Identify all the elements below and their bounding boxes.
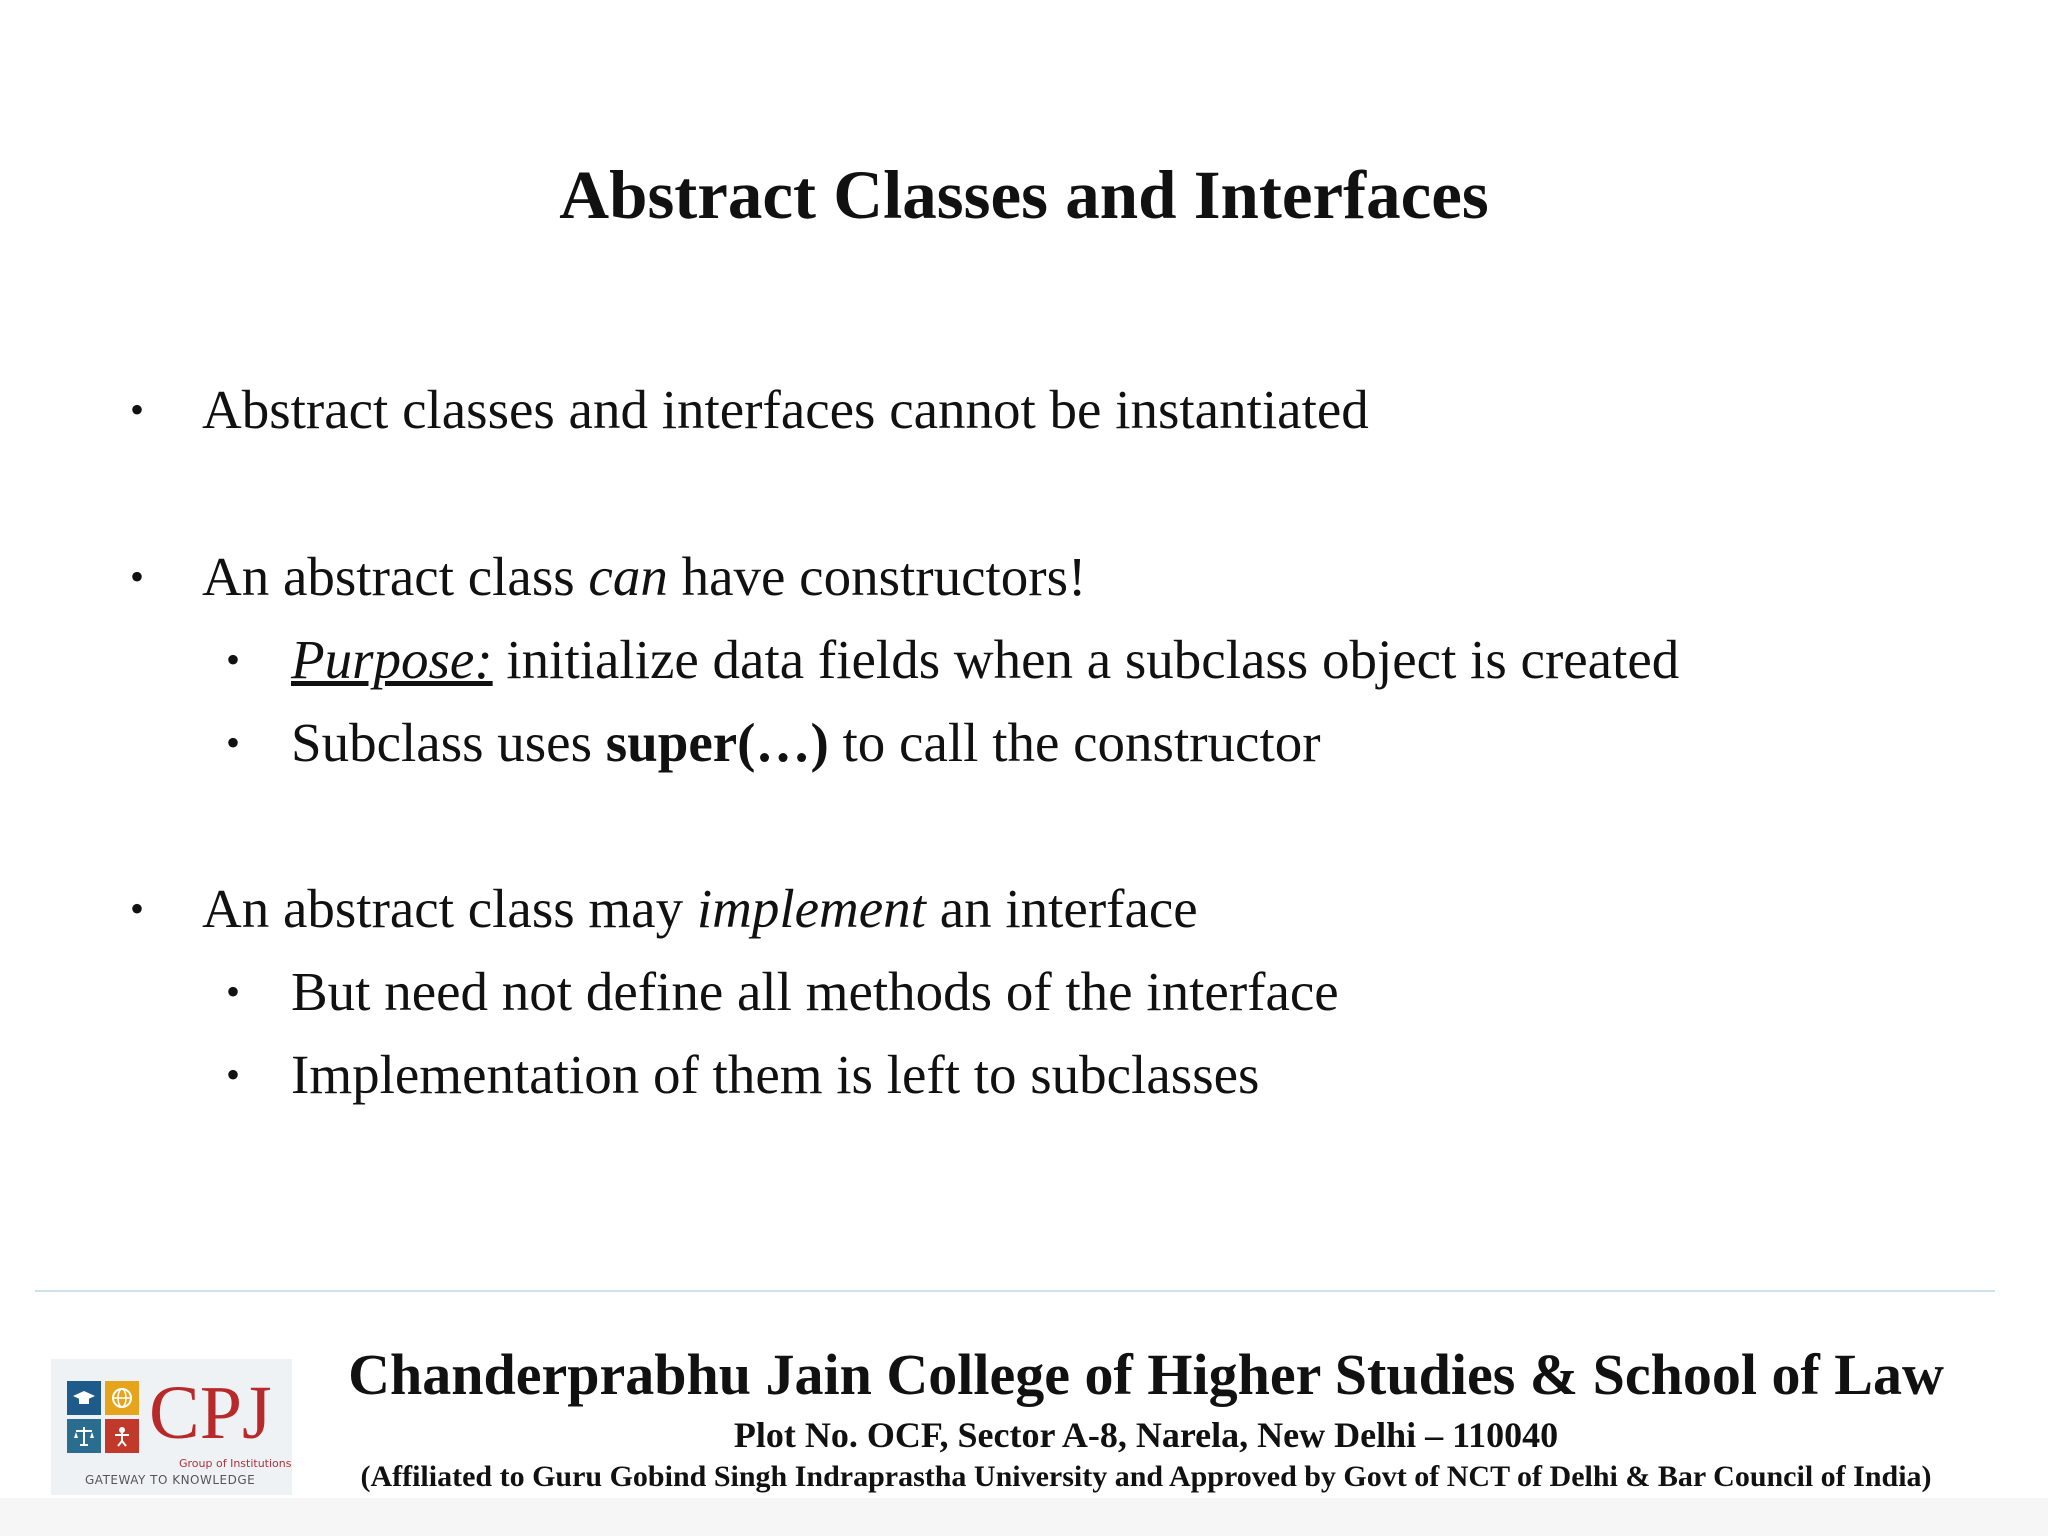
bullet-text: Abstract classes and interfaces cannot be instantiated [202, 379, 1369, 440]
bullet-text-pre: An abstract class [202, 546, 589, 607]
bullet-dot-icon: • [226, 720, 241, 765]
sub-bullet-item [226, 1040, 1260, 1110]
person-icon [105, 1419, 139, 1453]
logo-tagline: GATEWAY TO KNOWLEDGE [85, 1473, 256, 1487]
sub-bullet-text: Implementation of them is left to subclasses [291, 1044, 1260, 1105]
sub-bullet-strong: super(…) [605, 712, 829, 773]
sub-bullet-text-post: to call the constructor [828, 712, 1321, 773]
bullet-item [130, 375, 1369, 445]
bullet-text-emphasis: can [588, 546, 668, 607]
slide-title: Abstract Classes and Interfaces [559, 157, 1489, 233]
graduation-cap-icon [67, 1381, 101, 1415]
bullet-text-pre: An abstract class may [202, 878, 697, 939]
bullet-dot-icon: • [130, 387, 145, 432]
footer-divider [35, 1290, 1995, 1292]
sub-bullet-item [226, 708, 1321, 778]
bullet-text-post: an interface [925, 878, 1198, 939]
sub-bullet-item [226, 625, 1680, 695]
bullet-dot-icon: • [226, 637, 241, 682]
globe-icon [105, 1381, 139, 1415]
bullet-dot-icon: • [226, 969, 241, 1014]
college-name: Chanderprabhu Jain College of Higher Studies & School of Law [348, 1342, 1944, 1407]
bullet-item [130, 542, 1087, 612]
bullet-text-emphasis: implement [696, 878, 926, 939]
bullet-dot-icon: • [130, 886, 145, 931]
college-address: Plot No. OCF, Sector A-8, Narela, New Delhi – 110040 [733, 1415, 1559, 1455]
logo-letters: CPJ [149, 1371, 272, 1455]
bullet-text-post: have constructors! [667, 546, 1087, 607]
bullet-dot-icon: • [226, 1052, 241, 1097]
sub-bullet-text: initialize data fields when a subclass object is created [492, 629, 1680, 690]
cpj-logo-icon [51, 1359, 292, 1495]
sub-bullet-emphasis: Purpose: [291, 629, 493, 690]
bullet-dot-icon: • [130, 554, 145, 599]
footer-band [0, 1498, 2048, 1536]
sub-bullet-item [226, 957, 1339, 1027]
logo-group-text: Group of Institutions [179, 1457, 292, 1470]
sub-bullet-text: But need not define all methods of the interface [291, 961, 1339, 1022]
college-affiliation: (Affiliated to Guru Gobind Singh Indraprastha University and Approved by Govt of NCT of Delhi & Bar Council of India) [360, 1460, 1932, 1493]
bullet-item [130, 874, 1198, 944]
sub-bullet-text-pre: Subclass uses [291, 712, 606, 773]
scales-icon [67, 1419, 101, 1453]
